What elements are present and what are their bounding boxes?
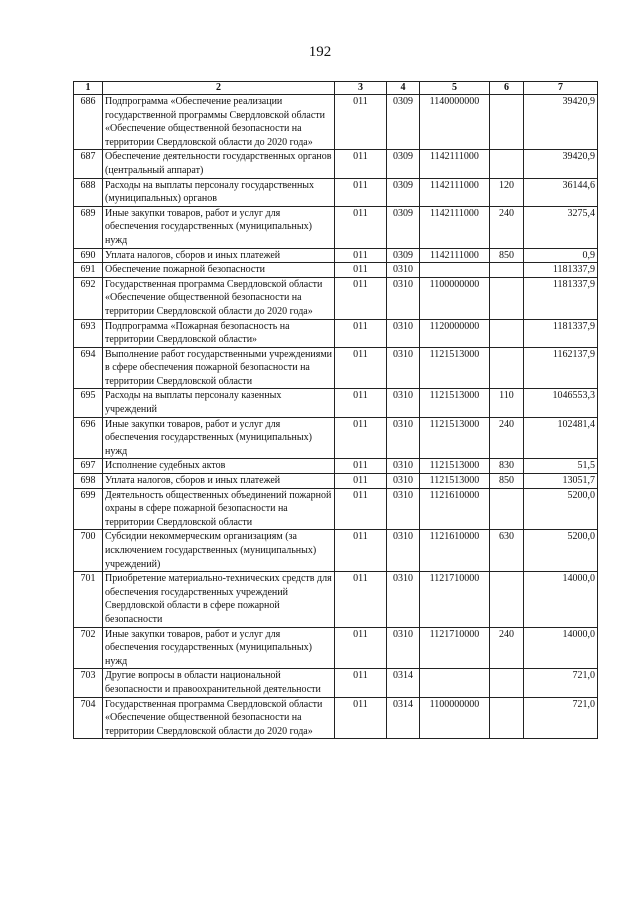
row-ministry-code: 011 bbox=[335, 572, 387, 627]
row-section-code: 0310 bbox=[387, 572, 420, 627]
row-ministry-code: 011 bbox=[335, 389, 387, 417]
header-col-5: 5 bbox=[420, 82, 490, 95]
table-row bbox=[74, 697, 598, 739]
row-target-code: 1121513000 bbox=[420, 347, 490, 389]
row-ministry-code: 011 bbox=[335, 150, 387, 178]
row-expense-type bbox=[490, 347, 524, 389]
table-row bbox=[74, 319, 598, 347]
row-name: Подпрограмма «Пожарная безопасность на территории Свердловской области» bbox=[103, 319, 335, 347]
row-number: 689 bbox=[74, 206, 103, 248]
row-amount: 721,0 bbox=[524, 669, 598, 697]
row-amount: 13051,7 bbox=[524, 474, 598, 489]
row-target-code: 1142111000 bbox=[420, 178, 490, 206]
row-number: 686 bbox=[74, 95, 103, 150]
row-number: 693 bbox=[74, 319, 103, 347]
row-target-code: 1121513000 bbox=[420, 389, 490, 417]
table-row bbox=[74, 263, 598, 278]
table-row bbox=[74, 248, 598, 263]
row-amount: 1162137,9 bbox=[524, 347, 598, 389]
row-target-code: 1121610000 bbox=[420, 488, 490, 530]
header-col-3: 3 bbox=[335, 82, 387, 95]
row-target-code bbox=[420, 669, 490, 697]
row-number: 700 bbox=[74, 530, 103, 572]
table-row bbox=[74, 277, 598, 319]
row-ministry-code: 011 bbox=[335, 474, 387, 489]
table-row bbox=[74, 459, 598, 474]
row-expense-type: 850 bbox=[490, 474, 524, 489]
row-section-code: 0309 bbox=[387, 150, 420, 178]
row-ministry-code: 011 bbox=[335, 459, 387, 474]
header-row bbox=[74, 82, 598, 95]
row-amount: 14000,0 bbox=[524, 627, 598, 669]
row-target-code: 1121513000 bbox=[420, 417, 490, 459]
row-section-code: 0309 bbox=[387, 178, 420, 206]
table-row bbox=[74, 178, 598, 206]
header-col-4: 4 bbox=[387, 82, 420, 95]
row-name: Государственная программа Свердловской области «Обеспечение общественной безопасности на территории Свердловской области до 2020 года» bbox=[103, 697, 335, 739]
row-name: Деятельность общественных объединений пожарной охраны в сфере пожарной безопасности на территории Свердловской области bbox=[103, 488, 335, 530]
header-col-2: 2 bbox=[103, 82, 335, 95]
row-target-code bbox=[420, 263, 490, 278]
row-number: 694 bbox=[74, 347, 103, 389]
row-amount: 1181337,9 bbox=[524, 319, 598, 347]
header-col-1: 1 bbox=[74, 82, 103, 95]
row-amount: 3275,4 bbox=[524, 206, 598, 248]
row-section-code: 0310 bbox=[387, 417, 420, 459]
row-section-code: 0310 bbox=[387, 530, 420, 572]
row-target-code: 1100000000 bbox=[420, 277, 490, 319]
row-target-code: 1120000000 bbox=[420, 319, 490, 347]
row-ministry-code: 011 bbox=[335, 178, 387, 206]
row-name: Иные закупки товаров, работ и услуг для обеспечения государственных (муниципальных) нужд bbox=[103, 206, 335, 248]
row-expense-type: 850 bbox=[490, 248, 524, 263]
row-name: Расходы на выплаты персоналу государственных (муниципальных) органов bbox=[103, 178, 335, 206]
row-amount: 1046553,3 bbox=[524, 389, 598, 417]
row-amount: 51,5 bbox=[524, 459, 598, 474]
header-col-6: 6 bbox=[490, 82, 524, 95]
row-amount: 5200,0 bbox=[524, 530, 598, 572]
row-name: Иные закупки товаров, работ и услуг для обеспечения государственных (муниципальных) нужд bbox=[103, 627, 335, 669]
table-row bbox=[74, 206, 598, 248]
row-section-code: 0309 bbox=[387, 248, 420, 263]
row-target-code: 1121710000 bbox=[420, 572, 490, 627]
table-row bbox=[74, 669, 598, 697]
row-name: Исполнение судебных актов bbox=[103, 459, 335, 474]
row-expense-type bbox=[490, 572, 524, 627]
row-number: 704 bbox=[74, 697, 103, 739]
row-expense-type: 120 bbox=[490, 178, 524, 206]
row-ministry-code: 011 bbox=[335, 669, 387, 697]
row-name: Обеспечение пожарной безопасности bbox=[103, 263, 335, 278]
row-expense-type bbox=[490, 697, 524, 739]
table-row bbox=[74, 150, 598, 178]
row-amount: 1181337,9 bbox=[524, 263, 598, 278]
row-name: Субсидии некоммерческим организациям (за исключением государственных (муниципальных) учреждений) bbox=[103, 530, 335, 572]
row-number: 697 bbox=[74, 459, 103, 474]
row-section-code: 0310 bbox=[387, 627, 420, 669]
row-section-code: 0310 bbox=[387, 347, 420, 389]
row-expense-type bbox=[490, 319, 524, 347]
row-expense-type: 830 bbox=[490, 459, 524, 474]
row-amount: 102481,4 bbox=[524, 417, 598, 459]
row-target-code: 1121513000 bbox=[420, 459, 490, 474]
row-ministry-code: 011 bbox=[335, 627, 387, 669]
table-row bbox=[74, 530, 598, 572]
row-number: 687 bbox=[74, 150, 103, 178]
row-ministry-code: 011 bbox=[335, 417, 387, 459]
row-expense-type: 240 bbox=[490, 206, 524, 248]
row-name: Подпрограмма «Обеспечение реализации государственной программы Свердловской области «Обеспечение общественной безопасности на территории Свердловской области до 2020 года» bbox=[103, 95, 335, 150]
row-number: 702 bbox=[74, 627, 103, 669]
row-section-code: 0310 bbox=[387, 319, 420, 347]
row-amount: 1181337,9 bbox=[524, 277, 598, 319]
row-name: Государственная программа Свердловской области «Обеспечение общественной безопасности на территории Свердловской области до 2020 года» bbox=[103, 277, 335, 319]
row-target-code: 1121610000 bbox=[420, 530, 490, 572]
row-section-code: 0314 bbox=[387, 697, 420, 739]
row-section-code: 0310 bbox=[387, 474, 420, 489]
row-ministry-code: 011 bbox=[335, 530, 387, 572]
row-expense-type bbox=[490, 669, 524, 697]
row-number: 695 bbox=[74, 389, 103, 417]
row-ministry-code: 011 bbox=[335, 206, 387, 248]
row-target-code: 1121513000 bbox=[420, 474, 490, 489]
row-number: 690 bbox=[74, 248, 103, 263]
row-section-code: 0310 bbox=[387, 263, 420, 278]
row-expense-type: 240 bbox=[490, 417, 524, 459]
row-number: 703 bbox=[74, 669, 103, 697]
row-name: Обеспечение деятельности государственных органов (центральный аппарат) bbox=[103, 150, 335, 178]
row-expense-type bbox=[490, 488, 524, 530]
row-name: Приобретение материально-технических средств для обеспечения государственных учреждений Свердловской области в сфере пожарной безопасности bbox=[103, 572, 335, 627]
header-col-7: 7 bbox=[524, 82, 598, 95]
table-row bbox=[74, 488, 598, 530]
row-section-code: 0314 bbox=[387, 669, 420, 697]
row-section-code: 0310 bbox=[387, 488, 420, 530]
row-number: 701 bbox=[74, 572, 103, 627]
row-number: 691 bbox=[74, 263, 103, 278]
row-expense-type: 110 bbox=[490, 389, 524, 417]
row-amount: 0,9 bbox=[524, 248, 598, 263]
row-expense-type bbox=[490, 150, 524, 178]
row-name: Выполнение работ государственными учреждениями в сфере обеспечения пожарной безопасности на территории Свердловской области bbox=[103, 347, 335, 389]
row-name: Расходы на выплаты персоналу казенных учреждений bbox=[103, 389, 335, 417]
budget-table bbox=[73, 81, 598, 739]
row-target-code: 1140000000 bbox=[420, 95, 490, 150]
row-expense-type: 240 bbox=[490, 627, 524, 669]
row-section-code: 0309 bbox=[387, 206, 420, 248]
table-row bbox=[74, 627, 598, 669]
row-target-code: 1142111000 bbox=[420, 206, 490, 248]
row-number: 699 bbox=[74, 488, 103, 530]
row-ministry-code: 011 bbox=[335, 488, 387, 530]
row-expense-type bbox=[490, 95, 524, 150]
row-name: Уплата налогов, сборов и иных платежей bbox=[103, 248, 335, 263]
row-ministry-code: 011 bbox=[335, 277, 387, 319]
row-section-code: 0310 bbox=[387, 459, 420, 474]
row-section-code: 0310 bbox=[387, 389, 420, 417]
row-amount: 5200,0 bbox=[524, 488, 598, 530]
row-number: 696 bbox=[74, 417, 103, 459]
row-section-code: 0309 bbox=[387, 95, 420, 150]
row-amount: 721,0 bbox=[524, 697, 598, 739]
table-row bbox=[74, 474, 598, 489]
row-ministry-code: 011 bbox=[335, 697, 387, 739]
row-target-code: 1121710000 bbox=[420, 627, 490, 669]
row-amount: 14000,0 bbox=[524, 572, 598, 627]
table-row bbox=[74, 417, 598, 459]
table-row bbox=[74, 95, 598, 150]
table-row bbox=[74, 347, 598, 389]
row-target-code: 1142111000 bbox=[420, 248, 490, 263]
row-number: 688 bbox=[74, 178, 103, 206]
row-name: Другие вопросы в области национальной безопасности и правоохранительной деятельности bbox=[103, 669, 335, 697]
row-name: Иные закупки товаров, работ и услуг для обеспечения государственных (муниципальных) нужд bbox=[103, 417, 335, 459]
row-number: 692 bbox=[74, 277, 103, 319]
row-amount: 36144,6 bbox=[524, 178, 598, 206]
table-row bbox=[74, 572, 598, 627]
row-ministry-code: 011 bbox=[335, 347, 387, 389]
row-name: Уплата налогов, сборов и иных платежей bbox=[103, 474, 335, 489]
row-target-code: 1100000000 bbox=[420, 697, 490, 739]
row-expense-type bbox=[490, 277, 524, 319]
table-row bbox=[74, 389, 598, 417]
row-ministry-code: 011 bbox=[335, 248, 387, 263]
row-ministry-code: 011 bbox=[335, 263, 387, 278]
row-amount: 39420,9 bbox=[524, 95, 598, 150]
row-amount: 39420,9 bbox=[524, 150, 598, 178]
page-number: 192 bbox=[308, 44, 332, 60]
row-expense-type bbox=[490, 263, 524, 278]
row-expense-type: 630 bbox=[490, 530, 524, 572]
row-section-code: 0310 bbox=[387, 277, 420, 319]
row-ministry-code: 011 bbox=[335, 319, 387, 347]
row-number: 698 bbox=[74, 474, 103, 489]
row-ministry-code: 011 bbox=[335, 95, 387, 150]
row-target-code: 1142111000 bbox=[420, 150, 490, 178]
